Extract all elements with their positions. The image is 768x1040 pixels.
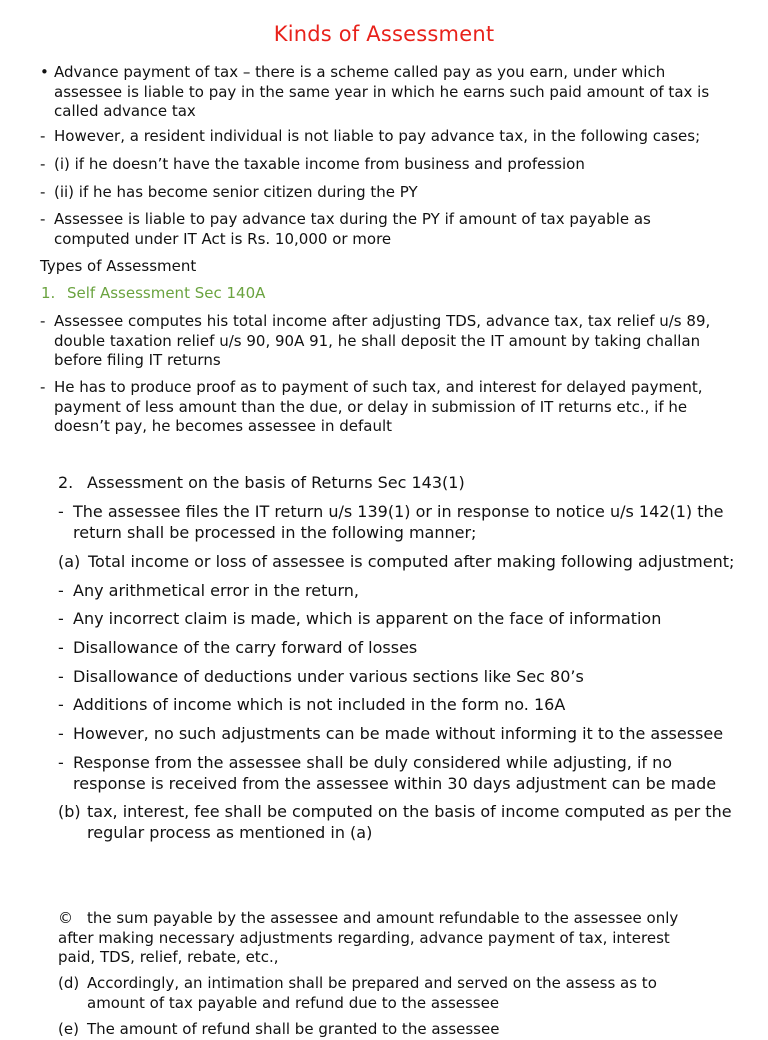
dash-item: - He has to produce proof as to payment of such tax, and interest for delayed payment, payment of less amount than the due, or delay in submission of IT returns etc., if he doesn’t pay, he becomes assessee in default (40, 378, 703, 434)
sub-item-e: (e) The amount of refund shall be granted to the assessee (58, 1020, 500, 1038)
bullet-marker: • (40, 63, 49, 81)
types-heading: Types of Assessment (40, 257, 197, 275)
dash-item: - However, a resident individual is not liable to pay advance tax, in the following cases; (40, 127, 701, 145)
intro-text: Advance payment of tax – there is a scheme called pay as you earn, under which assessee is liable to pay in the same year in which he earns such paid amount of tax is called advance tax (54, 63, 710, 120)
dash-item: - Assessee computes his total income after adjusting TDS, advance tax, tax relief u/s 89, double taxation relief u/s 90, 90A 91, he shall deposit the IT amount by taking challan before filing IT returns (40, 312, 711, 369)
dash-item: - Response from the assessee shall be duly considered while adjusting, if no response is received from the assessee within 30 days adjustment can be made (58, 753, 717, 793)
dash-item: - Assessee is liable to pay advance tax during the PY if amount of tax payable as computed under IT Act is Rs. 10,000 or more (40, 210, 651, 248)
page-title: Kinds of Assessment (273, 22, 495, 46)
dash-item: - Disallowance of the carry forward of losses (58, 638, 418, 657)
dash-item: - However, no such adjustments can be made without informing it to the assessee (58, 724, 724, 743)
dash-item: - The assessee files the IT return u/s 139(1) or in response to notice u/s 142(1) the return shall be processed in the following manner; (58, 502, 724, 542)
intro-bullet-item (40, 63, 730, 122)
dash-item: - (ii) if he has become senior citizen during the PY (40, 183, 418, 201)
dash-item: - Additions of income which is not included in the form no. 16A (58, 695, 566, 714)
dash-item: - Any incorrect claim is made, which is apparent on the face of information (58, 609, 662, 628)
sub-item-a: (a) Total income or loss of assessee is computed after making following adjustment; (58, 552, 735, 571)
dash-item: - Disallowance of deductions under various sections like Sec 80’s (58, 667, 584, 686)
dash-item: - Any arithmetical error in the return, (58, 581, 360, 600)
dash-item: - (i) if he doesn’t have the taxable income from business and profession (40, 155, 585, 173)
section-1 (0, 0, 768, 434)
self-assessment-heading: 1. Self Assessment Sec 140A (41, 284, 266, 302)
sub-item-c: © the sum payable by the assessee and amount refundable to the assessee only after making necessary adjustments regarding, advance payment of tax, interest paid, TDS, relief, rebate, etc., (58, 909, 679, 966)
section-2-heading: 2. Assessment on the basis of Returns Sec 143(1) (58, 473, 465, 492)
sub-item-d: (d) Accordingly, an intimation shall be prepared and served on the assess as to amount of tax payable and refund due to the assessee (58, 974, 657, 1012)
sub-item-b: (b) tax, interest, fee shall be computed on the basis of income computed as per the regular process as mentioned in (a) (58, 802, 732, 842)
